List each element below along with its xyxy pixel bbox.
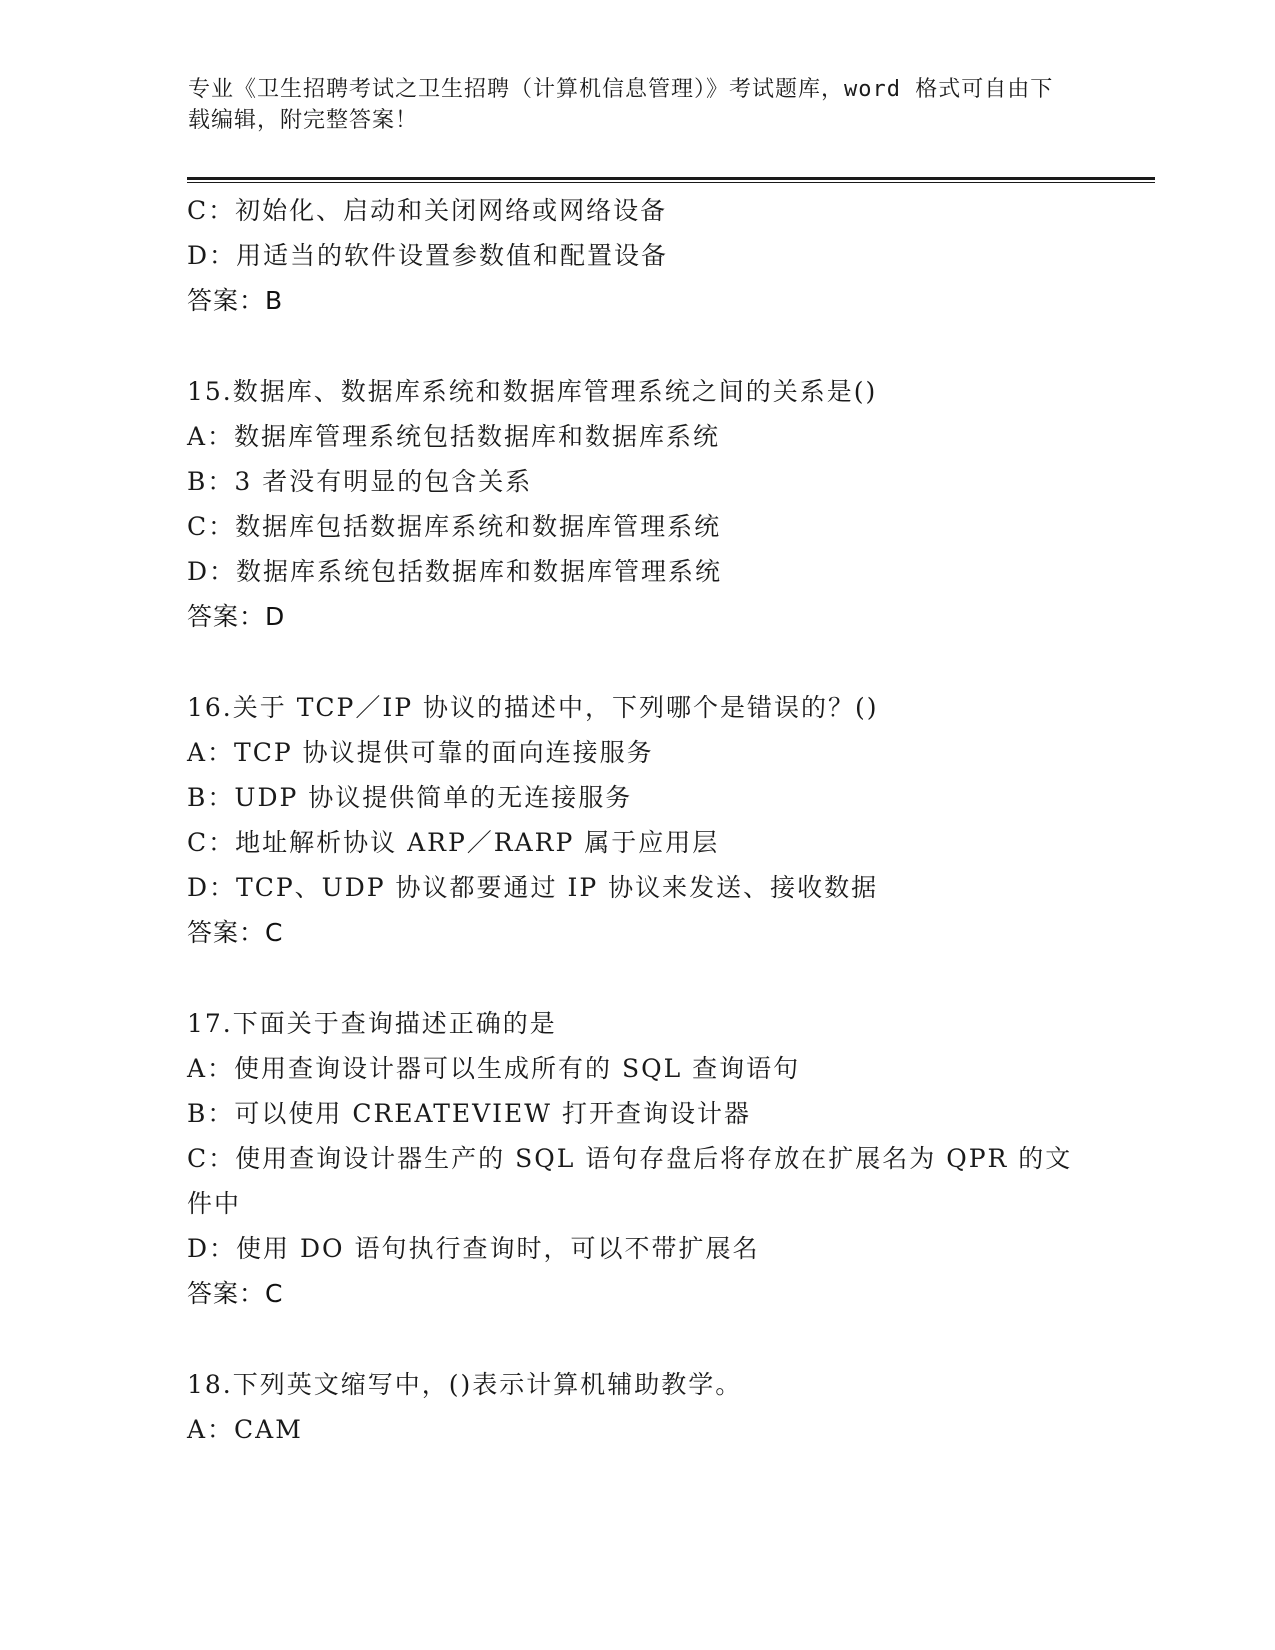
option-c: C：初始化、启动和关闭网络或网络设备 <box>187 196 668 225</box>
question-15 <box>187 369 1087 639</box>
option-d: D：数据库系统包括数据库和数据库管理系统 <box>187 557 723 586</box>
option-b: B：3 者没有明显的包含关系 <box>187 467 533 496</box>
answer-line: 答案：C <box>187 1279 284 1308</box>
header-divider-thin <box>187 182 1155 183</box>
spacer <box>187 955 1087 1001</box>
question-14-tail <box>187 188 1087 323</box>
option-b: B：UDP 协议提供简单的无连接服务 <box>187 783 633 812</box>
question-stem: 16.关于 TCP／IP 协议的描述中，下列哪个是错误的？() <box>187 693 879 722</box>
question-16 <box>187 685 1087 955</box>
spacer <box>187 323 1087 369</box>
option-c-continued: 件中 <box>187 1189 242 1218</box>
option-b: B：可以使用 CREATEVIEW 打开查询设计器 <box>187 1099 751 1128</box>
document-header: 专业《卫生招聘考试之卫生招聘（计算机信息管理）》考试题库，word 格式可自由下载编辑，附完整答案！ <box>188 77 1054 133</box>
question-stem: 15.数据库、数据库系统和数据库管理系统之间的关系是() <box>187 377 878 406</box>
option-d: D：用适当的软件设置参数值和配置设备 <box>187 241 669 270</box>
question-stem: 18.下列英文缩写中，()表示计算机辅助教学。 <box>187 1370 743 1399</box>
answer-line: 答案：B <box>187 286 284 315</box>
option-c: C：数据库包括数据库系统和数据库管理系统 <box>187 512 722 541</box>
spacer <box>187 639 1087 685</box>
option-c: C：使用查询设计器生产的 SQL 语句存盘后将存放在扩展名为 QPR 的文 <box>187 1144 1073 1173</box>
question-stem: 17.下面关于查询描述正确的是 <box>187 1009 557 1038</box>
question-18 <box>187 1362 1087 1452</box>
option-d: D：TCP、UDP 协议都要通过 IP 协议来发送、接收数据 <box>187 873 879 902</box>
option-a: A：TCP 协议提供可靠的面向连接服务 <box>187 738 654 767</box>
question-body <box>187 188 1087 1452</box>
option-c: C：地址解析协议 ARP／RARP 属于应用层 <box>187 828 720 857</box>
question-17 <box>187 1001 1087 1316</box>
option-a: A：数据库管理系统包括数据库和数据库系统 <box>187 422 721 451</box>
spacer <box>187 1316 1087 1362</box>
option-d: D：使用 DO 语句执行查询时，可以不带扩展名 <box>187 1234 760 1263</box>
header-divider-thick <box>187 177 1155 180</box>
answer-line: 答案：D <box>187 602 286 631</box>
answer-line: 答案：C <box>187 918 284 947</box>
option-a: A：CAM <box>187 1415 303 1444</box>
option-a: A：使用查询设计器可以生成所有的 SQL 查询语句 <box>187 1054 801 1083</box>
